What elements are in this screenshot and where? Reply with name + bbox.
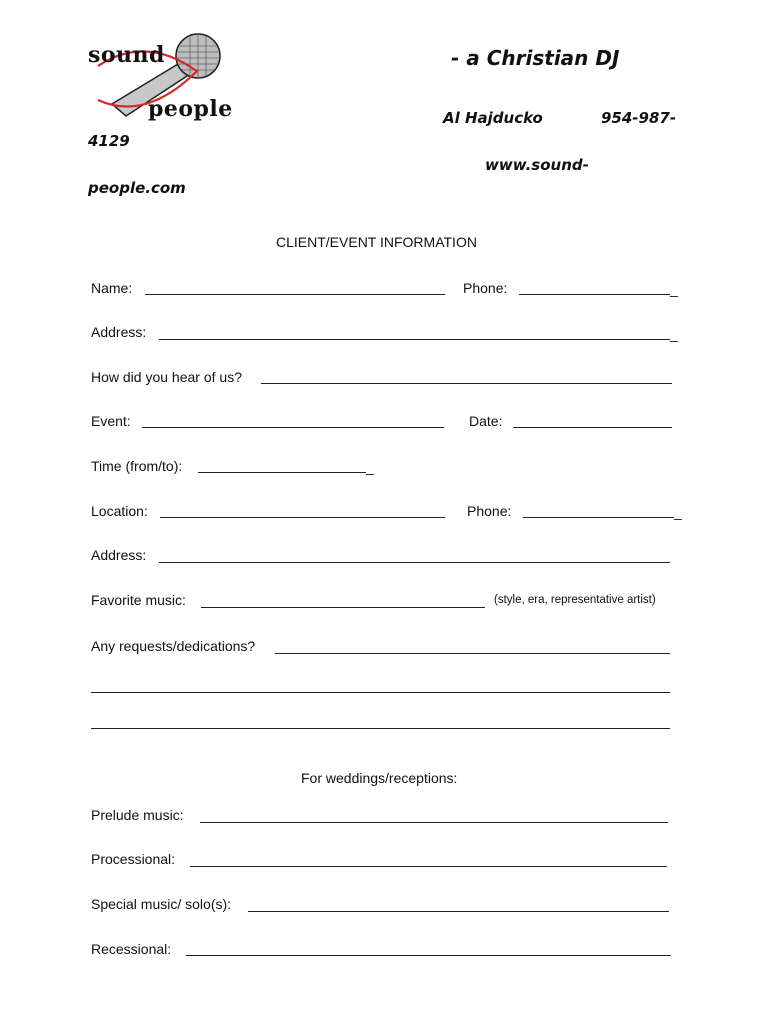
phone-number-part1: 954-987-: [601, 109, 677, 127]
tagline: - a Christian DJ: [451, 46, 620, 70]
phone-number-part2: 4129: [88, 132, 130, 150]
phone-label: Phone:: [463, 280, 508, 296]
website-part1: www.sound-: [485, 156, 589, 174]
logo-word-people: people: [148, 96, 233, 122]
location-label: Location:: [91, 503, 148, 519]
location-phone-field[interactable]: [523, 517, 674, 518]
website-part2: people.com: [88, 179, 186, 197]
hear-about-label: How did you hear of us?: [91, 369, 242, 385]
location-address-label: Address:: [91, 547, 147, 563]
underscore-mark: _: [670, 326, 678, 342]
prelude-music-field[interactable]: [200, 822, 668, 823]
processional-label: Processional:: [91, 851, 176, 867]
name-field[interactable]: [145, 294, 445, 295]
underscore-mark: _: [674, 504, 682, 520]
underscore-mark: _: [670, 281, 678, 297]
recessional-field[interactable]: [186, 955, 671, 956]
processional-field[interactable]: [190, 866, 667, 867]
requests-field-line1[interactable]: [275, 653, 670, 654]
contact-name: Al Hajducko: [443, 109, 543, 127]
special-music-field[interactable]: [248, 911, 669, 912]
prelude-music-label: Prelude music:: [91, 807, 184, 823]
time-label: Time (from/to):: [91, 458, 183, 474]
address-label: Address:: [91, 324, 147, 340]
location-field[interactable]: [160, 517, 445, 518]
requests-field-line2[interactable]: [91, 692, 670, 693]
weddings-heading: For weddings/receptions:: [301, 770, 458, 786]
location-phone-label: Phone:: [467, 503, 512, 519]
favorite-music-field[interactable]: [201, 607, 485, 608]
name-label: Name:: [91, 280, 133, 296]
date-field[interactable]: [513, 427, 672, 428]
location-address-field[interactable]: [159, 562, 670, 563]
date-label: Date:: [469, 413, 503, 429]
phone-field[interactable]: [519, 294, 670, 295]
form-title: CLIENT/EVENT INFORMATION: [276, 234, 477, 250]
hear-about-field[interactable]: [261, 383, 672, 384]
event-label: Event:: [91, 413, 131, 429]
special-music-label: Special music/ solo(s):: [91, 896, 232, 912]
favorite-music-hint: (style, era, representative artist): [494, 594, 656, 606]
requests-field-line3[interactable]: [91, 728, 670, 729]
logo: [86, 26, 236, 126]
requests-label: Any requests/dedications?: [91, 638, 256, 654]
underscore-mark: _: [366, 459, 374, 475]
address-field[interactable]: [159, 339, 670, 340]
favorite-music-label: Favorite music:: [91, 592, 186, 608]
event-field[interactable]: [142, 427, 444, 428]
logo-word-sound: sound: [88, 42, 165, 68]
time-field[interactable]: [198, 472, 366, 473]
recessional-label: Recessional:: [91, 941, 172, 957]
